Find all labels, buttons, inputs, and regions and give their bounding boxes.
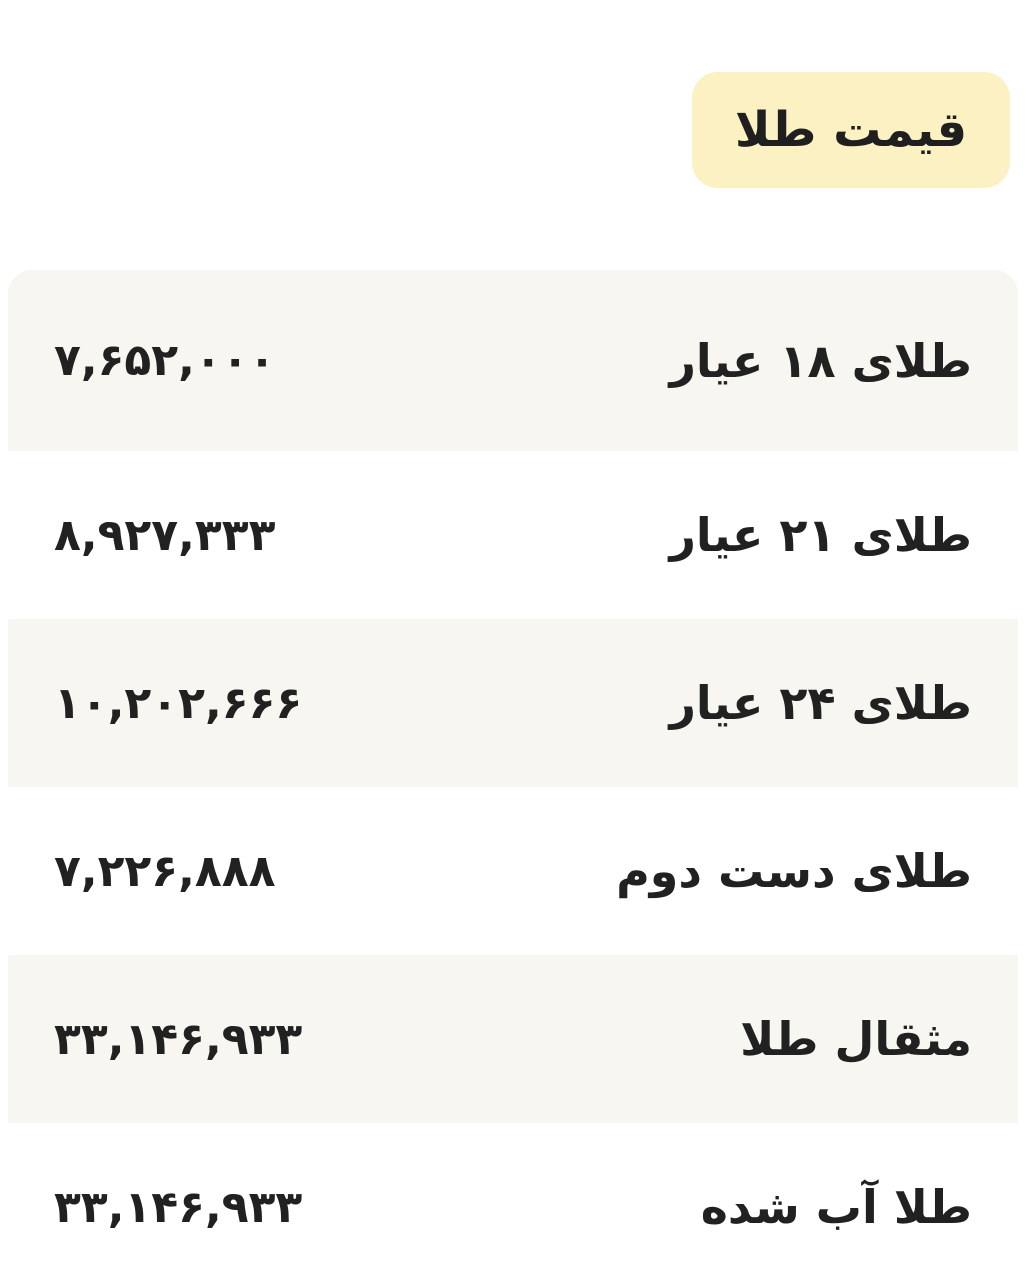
row-label-gold-mithqal: مثقال طلا [740, 1012, 972, 1066]
table-row-gold-melted [8, 1123, 1018, 1280]
row-label-gold-secondhand: طلای دست دوم [616, 844, 972, 898]
row-value-gold-24k: ۱۰,۲۰۲,۶۶۶ [54, 677, 303, 729]
row-label-gold-24k: طلای ۲۴ عیار [669, 676, 972, 730]
table-row-gold-24k [8, 619, 1018, 787]
table-row-gold-18k [8, 270, 1018, 451]
row-value-gold-21k: ۸,۹۲۷,۳۳۳ [54, 509, 276, 561]
gold-price-table [8, 270, 1018, 1280]
row-label-gold-18k: طلای ۱۸ عیار [669, 333, 972, 388]
row-value-gold-secondhand: ۷,۲۲۶,۸۸۸ [54, 845, 276, 897]
gold-price-header-label: قیمت طلا [734, 102, 968, 158]
table-row-gold-mithqal [8, 955, 1018, 1123]
row-value-gold-18k: ۷,۶۵۲,۰۰۰ [54, 335, 276, 386]
gold-price-header-badge [692, 72, 1010, 188]
table-row-gold-secondhand [8, 787, 1018, 955]
row-label-gold-melted: طلا آب شده [700, 1180, 972, 1234]
row-value-gold-mithqal: ۳۳,۱۴۶,۹۳۳ [54, 1013, 303, 1065]
row-label-gold-21k: طلای ۲۱ عیار [669, 508, 972, 562]
row-value-gold-melted: ۳۳,۱۴۶,۹۳۳ [54, 1181, 303, 1233]
table-row-gold-21k [8, 451, 1018, 619]
